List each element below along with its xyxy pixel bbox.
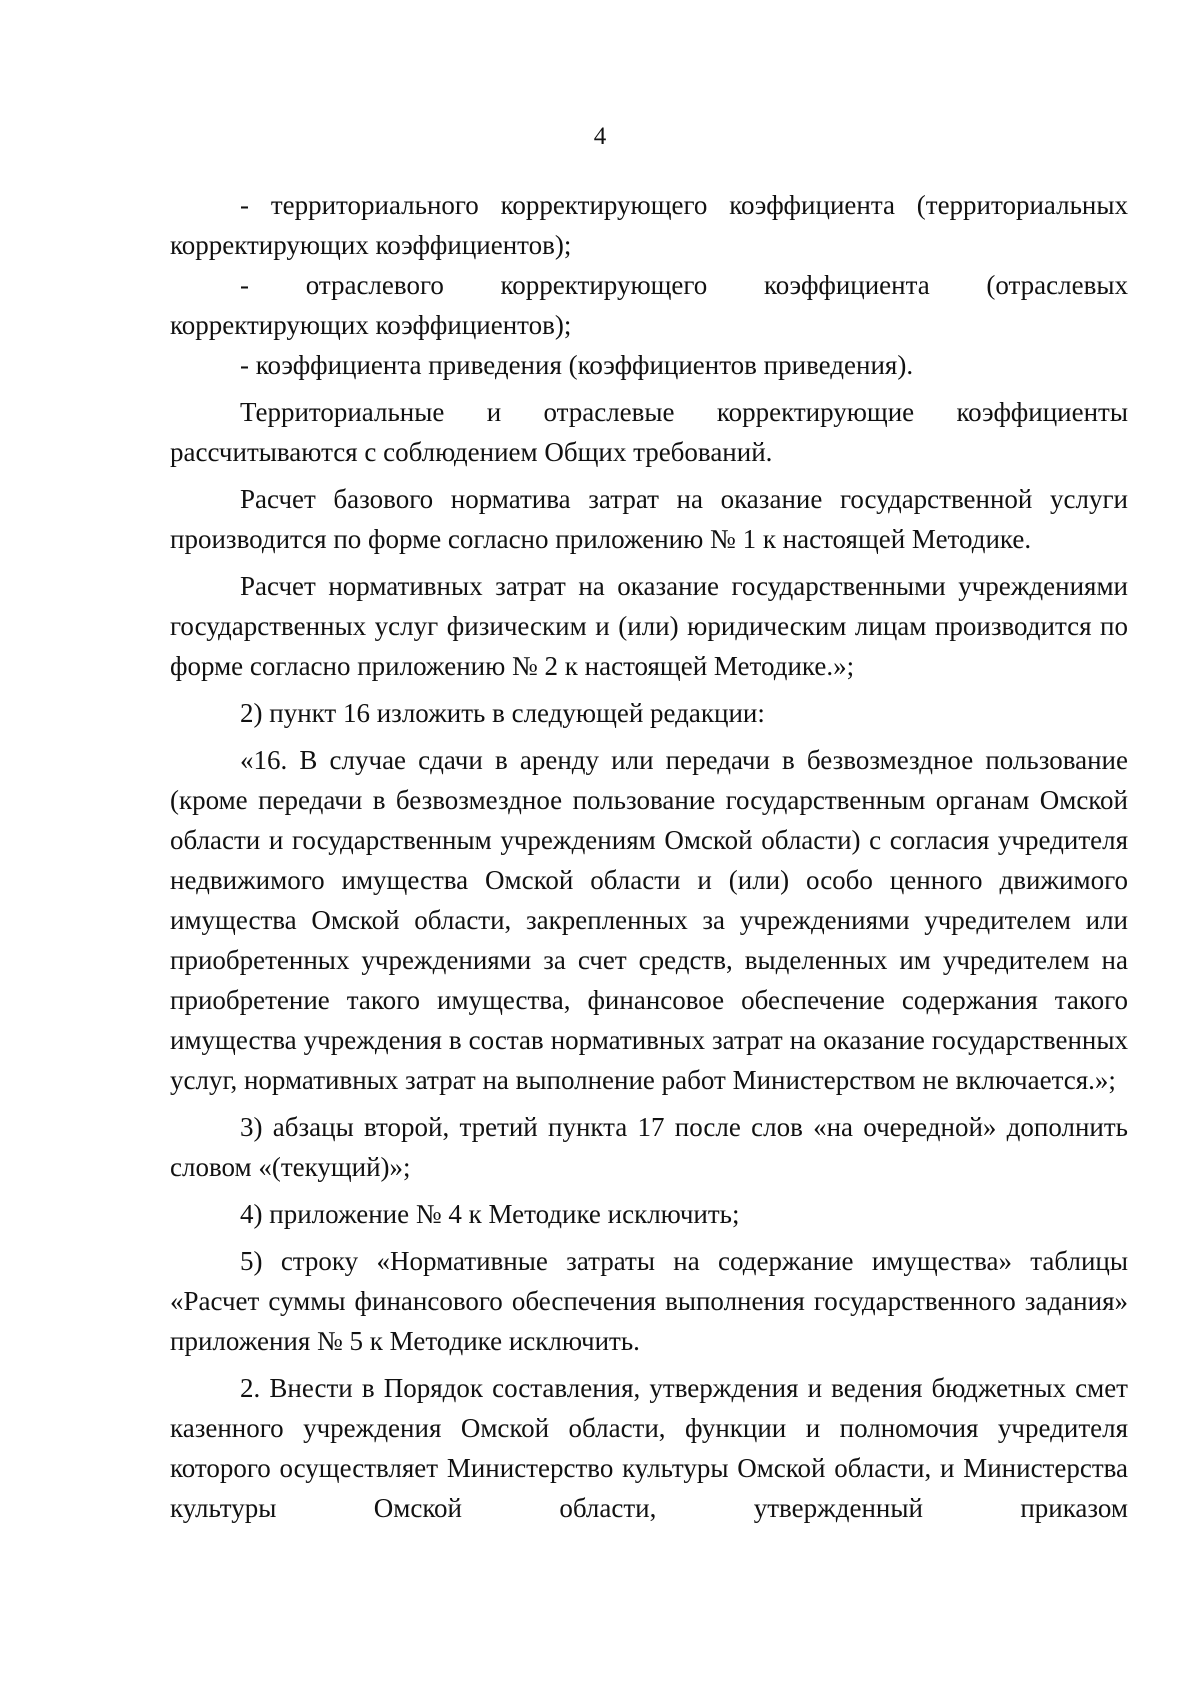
paragraph-base-norm-calculation: Расчет базового норматива затрат на оказание государственной услуги производится по форме согласно приложению № 1 к настоящей Методике. bbox=[170, 484, 1128, 554]
paragraph-territorial-coefficient: - территориального корректирующего коэффициента (территориальных корректирующих коэффициентов); bbox=[170, 190, 1128, 260]
paragraph-section-2: 2. Внести в Порядок составления, утверждения и ведения бюджетных смет казенного учреждения Омской области, функции и полномочия учредителя которого осуществляет Министерство культуры Омской области, и Министерства культуры Омской области, утвержденный приказом bbox=[170, 1373, 1128, 1523]
paragraph-item-4: 4) приложение № 4 к Методике исключить; bbox=[240, 1199, 740, 1229]
paragraph-item-5: 5) строку «Нормативные затраты на содержание имущества» таблицы «Расчет суммы финансового обеспечения выполнения государственного задания» приложения № 5 к Методике исключить. bbox=[170, 1246, 1128, 1356]
paragraph-coefficients-calculation: Территориальные и отраслевые корректирующие коэффициенты рассчитываются с соблюдением Общих требований. bbox=[170, 397, 1128, 467]
paragraph-item-2: 2) пункт 16 изложить в следующей редакции: bbox=[240, 698, 765, 728]
document-body bbox=[170, 185, 1128, 1528]
paragraph-normative-costs-calculation: Расчет нормативных затрат на оказание государственными учреждениями государственных услуг физическим и (или) юридическим лицам производится по форме согласно приложению № 2 к настоящей Методике.»; bbox=[170, 571, 1128, 681]
paragraph-item-3: 3) абзацы второй, третий пункта 17 после слов «на очередной» дополнить словом «(текущий)»; bbox=[170, 1112, 1128, 1182]
paragraph-reduction-coefficient: - коэффициента приведения (коэффициентов приведения). bbox=[240, 350, 914, 380]
paragraph-point-16: «16. В случае сдачи в аренду или передачи в безвозмездное пользование (кроме передачи в безвозмездное пользование государственным органам Омской области и государственным учреждениям Омской области) с согласия учредителя недвижимого имущества Омской области и (или) особо ценного движимого имущества Омской области, закрепленных за учреждениями учредителем или приобретенных учреждениями за счет средств, выделенных им учредителем на приобретение такого имущества, финансовое обеспечение содержания такого имущества учреждения в состав нормативных затрат на оказание государственных услуг, нормативных затрат на выполнение работ Министерством не включается.»; bbox=[170, 745, 1128, 1095]
page-number: 4 bbox=[593, 123, 607, 150]
paragraph-sector-coefficient: - отраслевого корректирующего коэффициента (отраслевых корректирующих коэффициентов); bbox=[170, 270, 1128, 340]
